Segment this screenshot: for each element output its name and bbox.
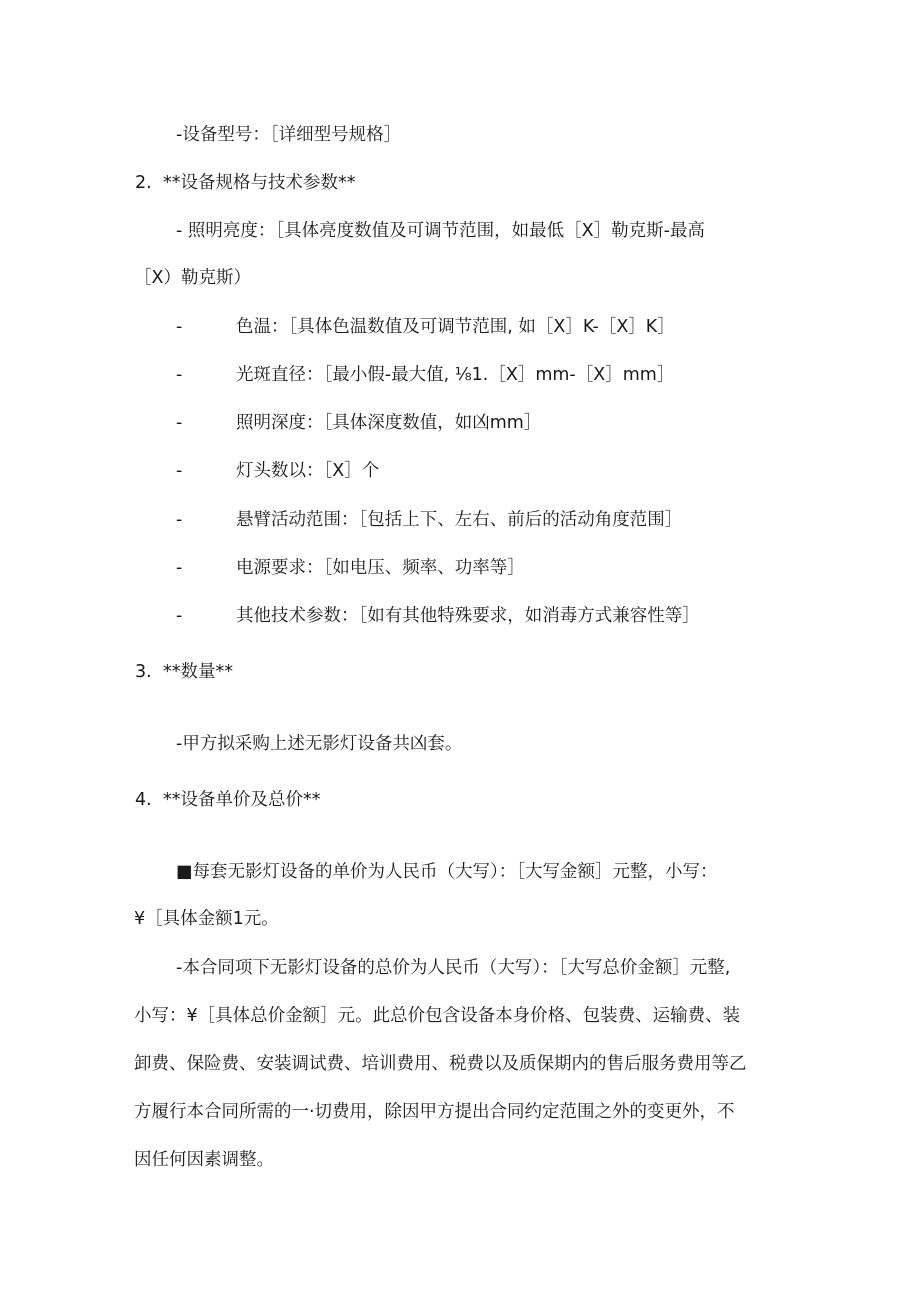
total-price-line-5: 因任何因素调整。 xyxy=(134,1150,274,1170)
total-price-line-2: 小写：¥［具体总价金额］元。此总价包含设备本身价格、包装费、运输费、装 xyxy=(134,1006,741,1026)
unit-price-line-2: ¥［具体金额1元。 xyxy=(134,909,279,929)
spec-text: 照明深度：［具体深度数值，如凶mm］ xyxy=(236,413,542,433)
section-title: **数量** xyxy=(163,662,233,682)
total-price-line-4: 方履行本合同所需的一·切费用，除因甲方提出合同约定范围之外的变更外，不 xyxy=(134,1102,735,1122)
unit-price-line-1: ■每套无影灯设备的单价为人民币（大写）：［大写金额］元整，小写： xyxy=(176,862,718,882)
model-line: -设备型号：［详细型号规格］ xyxy=(176,125,402,145)
bullet-dash: - xyxy=(176,606,183,626)
bullet-dash: - xyxy=(176,461,183,481)
bullet-dash: - xyxy=(176,317,183,337)
section-number: 4. xyxy=(135,790,152,810)
brightness-line-1: - 照明亮度：［具体亮度数值及可调节范围，如最低［X］勒克斯-最高 xyxy=(176,221,705,241)
section-number: 3. xyxy=(135,662,152,682)
section-title: **设备单价及总价** xyxy=(163,790,321,810)
bullet-dash: - xyxy=(176,413,183,433)
bullet-dash: - xyxy=(176,510,183,530)
spec-text: 灯头数以：［X］个 xyxy=(236,461,380,481)
spec-text: 悬臂活动范围：［包括上下、左右、前后的活动角度范围］ xyxy=(236,510,683,530)
section-title: **设备规格与技术参数** xyxy=(163,173,356,193)
spec-text: 光斑直径：［最小假-最大值, ⅛1.［X］mm-［X］mm］ xyxy=(236,365,675,385)
section-number: 2. xyxy=(135,173,152,193)
spec-text: 其他技术参数：［如有其他特殊要求，如消毒方式兼容性等］ xyxy=(236,606,700,626)
total-price-line-3: 卸费、保险费、安装调试费、培训费用、税费以及质保期内的售后服务费用等乙 xyxy=(134,1054,747,1074)
spec-text: 电源要求：［如电压、频率、功率等］ xyxy=(236,558,525,578)
bullet-dash: - xyxy=(176,365,183,385)
bullet-dash: - xyxy=(176,558,183,578)
total-price-line-1: -本合同项下无影灯设备的总价为人民币（大写）：［大写总价金额］元整, xyxy=(176,958,731,978)
quantity-line: -甲方拟采购上述无影灯设备共凶套。 xyxy=(176,734,463,754)
spec-text: 色温：［具体色温数值及可调节范围, 如［X］K-［X］K］ xyxy=(236,317,675,337)
brightness-line-2: ［X）勒克斯） xyxy=(134,268,251,288)
